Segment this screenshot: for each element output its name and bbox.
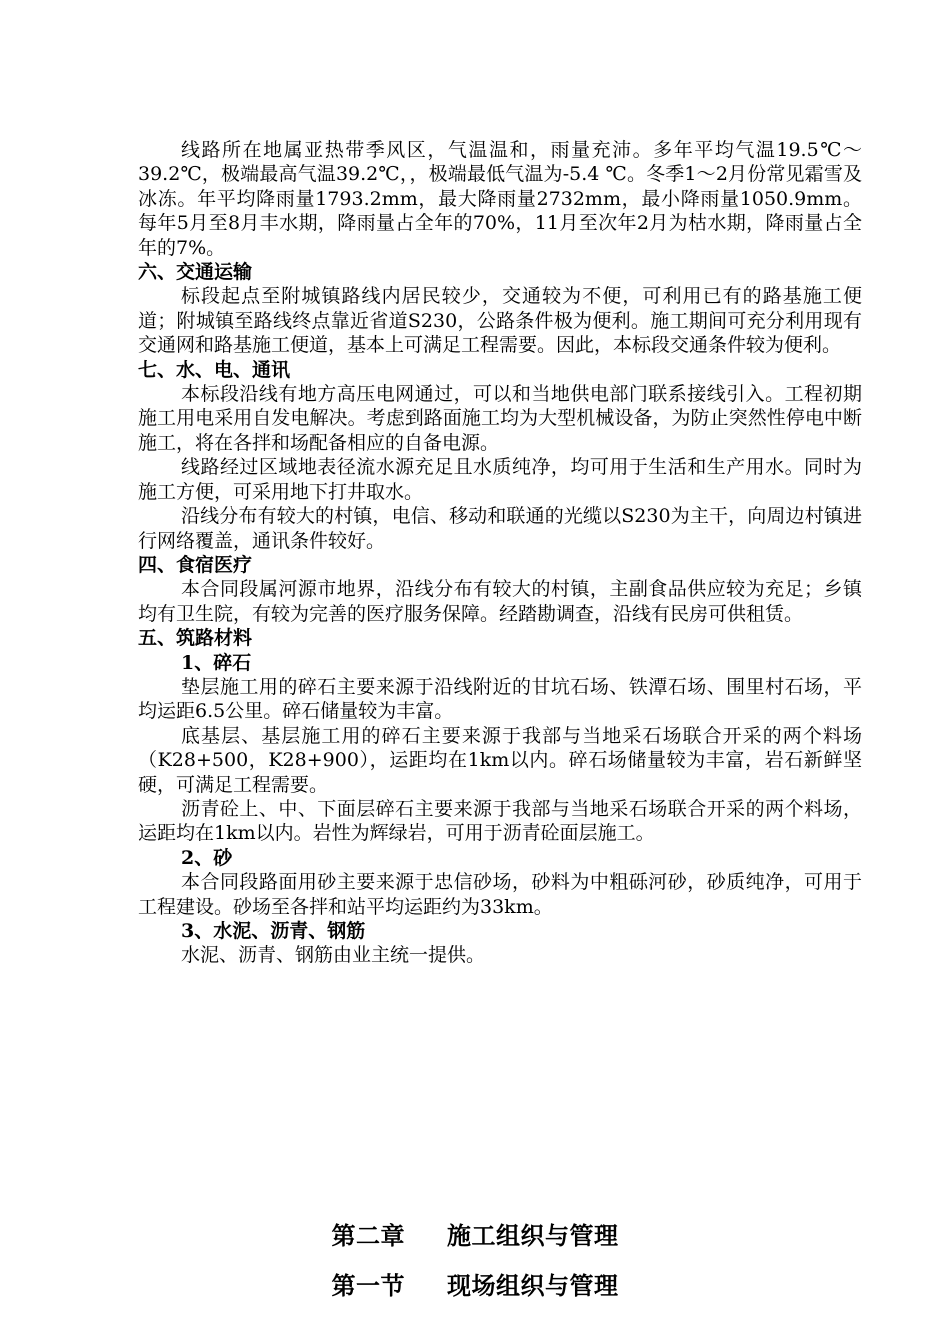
gravel-paragraph-1: 垫层施工用的碎石主要来源于沿线附近的甘坑石场、铁潭石场、围里村石场，平均运距6.5公里。碎石储量较为丰富。: [138, 675, 862, 723]
water-paragraph: 线路经过区域地表径流水源充足且水质纯净，均可用于生活和生产用水。同时为施工方便，可采用地下打井取水。: [138, 456, 862, 503]
gravel-paragraph-2: 底基层、基层施工用的碎石主要来源于我部与当地采石场联合开采的两个料场（K28+500，K28+900），运距均在1km以内。碎石场储量较为丰富，岩石新鲜坚硬，可满足工程需要。: [138, 724, 862, 796]
chapter-name: 施工组织与管理: [447, 1221, 619, 1250]
sand-paragraph: 本合同段路面用砂主要来源于忠信砂场，砂料为中粗砾河砂，砂质纯净，可用于工程建设。砂场至各拌和站平均运距约为33km。: [138, 871, 862, 918]
cement-heading: 3、水泥、沥青、钢筋: [181, 920, 366, 942]
lodging-heading: 四、食宿医疗: [138, 553, 253, 576]
sand-heading: 2、砂: [181, 846, 233, 869]
document-body: [138, 138, 862, 968]
chapter-title: [0, 1216, 950, 1251]
gravel-paragraph-3: 沥青砼上、中、下面层碎石主要来源于我部与当地采石场联合开采的两个料场，运距均在1km以内。岩性为辉绿岩，可用于沥青砼面层施工。: [138, 797, 862, 845]
section-title: [0, 1266, 950, 1301]
utilities-heading: 七、水、电、通讯: [138, 358, 291, 381]
climate-paragraph: 线路所在地属亚热带季风区，气温温和，雨量充沛。多年平均气温19.5℃～39.2℃，极端最高气温39.2℃，，极端最低气温为-5.4 ℃。冬季1～2月份常见霜雪及冰冻。年平均降雨量1793.2mm，最大降雨量2732mm，最小降雨量1050.9mm。每年5月至8月丰水期，降雨量占全年的70%，11月至次年2月为枯水期，降雨量占全年的7%。: [138, 139, 862, 259]
gravel-heading: 1、碎石: [181, 651, 252, 674]
cement-paragraph: 水泥、沥青、钢筋由业主统一提供。: [181, 944, 486, 967]
section-number: 第一节: [331, 1271, 405, 1300]
section-name: 现场组织与管理: [447, 1271, 619, 1300]
materials-heading: 五、筑路材料: [138, 627, 253, 650]
chapter-number: 第二章: [331, 1221, 405, 1250]
transport-heading: 六、交通运输: [138, 261, 253, 284]
power-paragraph: 本标段沿线有地方高压电网通过，可以和当地供电部门联系接线引入。工程初期施工用电采用自发电解决。考虑到路面施工均为大型机械设备，为防止突然性停电中断施工，将在各拌和场配备相应的自备电源。: [138, 383, 862, 454]
telecom-paragraph: 沿线分布有较大的村镇，电信、移动和联通的光缆以S230为主干，向周边村镇进行网络覆盖，通讯条件较好。: [138, 505, 862, 552]
lodging-paragraph: 本合同段属河源市地界，沿线分布有较大的村镇，主副食品供应较为充足；乡镇均有卫生院，有较为完善的医疗服务保障。经踏勘调查，沿线有民房可供租赁。: [138, 578, 862, 625]
transport-paragraph: 标段起点至附城镇路线内居民较少，交通较为不便，可利用已有的路基施工便道；附城镇至路线终点靠近省道S230，公路条件极为便利。施工期间可充分利用现有交通网和路基施工便道，基本上可满足工程需要。因此，本标段交通条件较为便利。: [138, 285, 862, 357]
